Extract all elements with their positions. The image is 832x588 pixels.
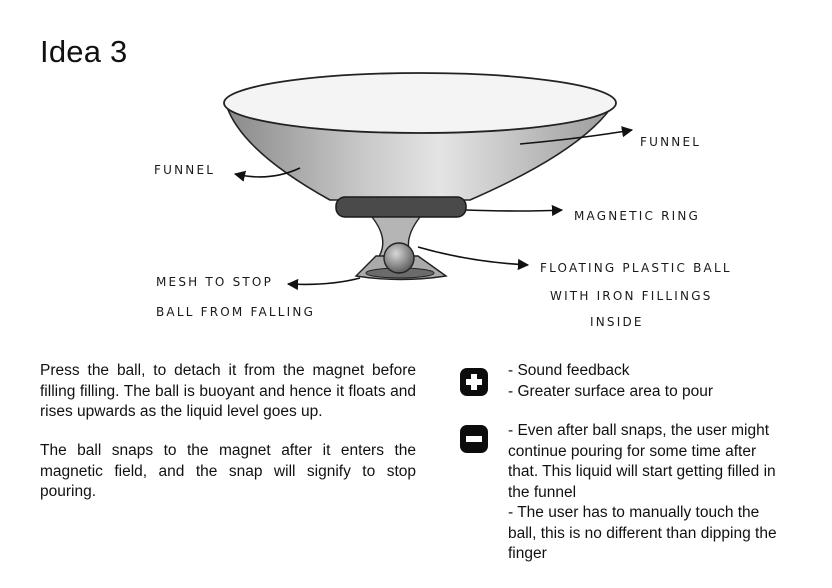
label-floating-ball-1: FLOATING PLASTIC BALL bbox=[540, 261, 732, 275]
minus-icon bbox=[460, 425, 488, 453]
label-mesh-1: MESH TO STOP bbox=[156, 275, 274, 289]
magnetic-ring bbox=[336, 197, 466, 217]
arrow-floating-ball bbox=[418, 247, 528, 265]
label-mesh-2: BALL FROM FALLING bbox=[156, 305, 316, 319]
cons-list bbox=[508, 421, 790, 565]
funnel-cone bbox=[224, 73, 616, 200]
page-title: Idea 3 bbox=[40, 34, 128, 69]
con-item: - Even after ball snaps, the user might continue pouring for some time after that. This liquid will start getting filled in the funnel bbox=[508, 422, 776, 501]
plus-icon bbox=[460, 368, 488, 396]
label-floating-ball-2: WITH IRON FILLINGS bbox=[550, 289, 713, 303]
arrow-magnetic-ring bbox=[466, 210, 562, 211]
pro-item: - Sound feedback bbox=[508, 362, 630, 379]
pro-item: - Greater surface area to pour bbox=[508, 382, 714, 400]
funnel-rim bbox=[224, 73, 616, 133]
description-paragraph-1: Press the ball, to detach it from the magnet before filling filling. The ball is buoyant and hence it floats and rises upwards as the liquid level goes up. bbox=[40, 362, 416, 420]
label-funnel-left: FUNNEL bbox=[154, 163, 216, 177]
floating-ball bbox=[384, 243, 414, 273]
label-magnetic-ring: MAGNETIC RING bbox=[574, 209, 701, 223]
arrow-mesh bbox=[288, 278, 360, 284]
description-paragraph-2: The ball snaps to the magnet after it enters the magnetic field, and the snap will signify to stop pouring. bbox=[40, 442, 416, 500]
pros-list bbox=[508, 361, 790, 402]
con-item: - The user has to manually touch the ball, this is no different than dipping the finger bbox=[508, 504, 777, 562]
label-floating-ball-3: INSIDE bbox=[590, 315, 644, 329]
label-funnel-right: FUNNEL bbox=[640, 135, 702, 149]
